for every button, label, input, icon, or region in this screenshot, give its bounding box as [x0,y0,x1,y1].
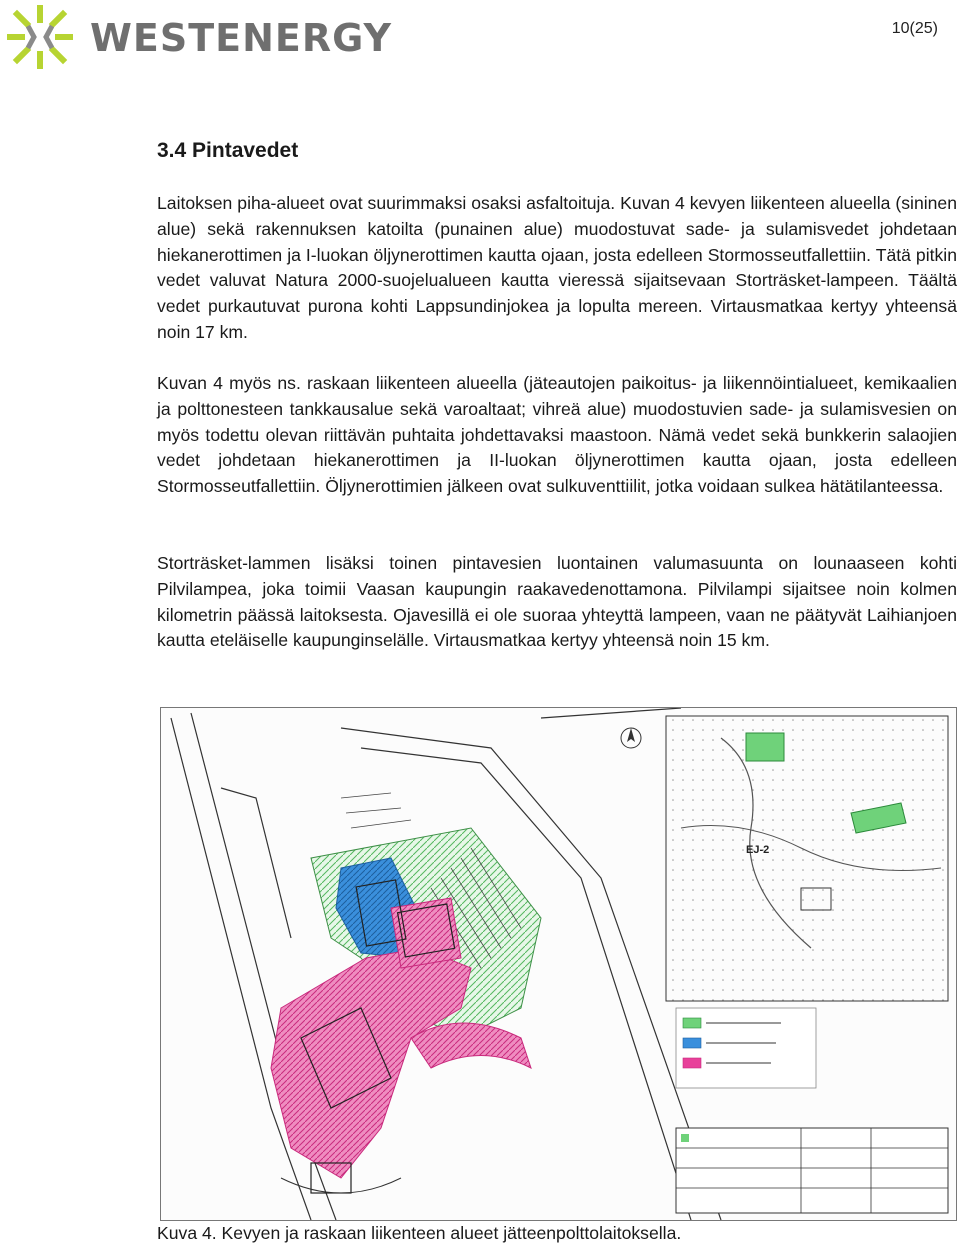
figure-caption: Kuva 4. Kevyen ja raskaan liikenteen alueet jätteenpolttolaitoksella. [157,1223,682,1243]
paragraph-3: Storträsket-lammen lisäksi toinen pintavesien luontainen valumasuunta on lounaaseen kohti Pilvilampea, joka toimii Vaasan kaupungin raakavedenottamona. Pilvilampi sijaitsee noin kolmen kilometrin päässä laitoksesta. Ojavesillä ei ole suoraa yhteyttä lampeen, vaan ne päätyvät Laihianjoen kautta eteläiselle kaupunginselälle. Virtausmatkaa kertyy yhteensä noin 15 km. [157,553,957,651]
page-number: 10(25) [891,20,938,37]
company-logo [4,2,392,72]
site-plan-figure [160,707,957,1221]
brand-name: WESTENERGY [90,16,393,60]
westenergy-logo-icon [4,4,76,70]
site-plan-drawing [161,708,956,1220]
paragraph-1: Laitoksen piha-alueet ovat suurimmaksi osaksi asfaltoituja. Kuvan 4 kevyen liikenteen alueella (sininen alue) sekä rakennuksen katoilta (punainen alue) muodostuvat sade- ja sulamisvedet johdetaan hiekanerottimen ja I-luokan öljynerottimen kautta ojaan, josta edelleen Stormosseutfallettiin. Tätä pitkin vedet valuvat Natura 2000-suojelualueen kautta vieressä sijaitsevaan Storträsket-lampeen. Täältä vedet purkautuvat purona kohti Lappsundinjokea ja lopulta mereen. Virtausmatkaa kertyy yhteensä noin 17 km. [157,193,957,342]
ej2-label: EJ-2 [746,844,770,856]
inset-map [666,716,948,1001]
legend-panel [676,1008,816,1088]
section-heading: 3.4 Pintavedet [157,139,299,162]
title-block [676,1128,948,1213]
paragraph-2: Kuvan 4 myös ns. raskaan liikenteen alueella (jäteautojen paikoitus- ja liikennöintialueet, kemikaalien ja polttonesteen tankkausalue sekä varoaltaat; vihreä alue) muodostuvien sade- ja sulamisvesien on myös todettu olevan riittävän puhtaita johdettavaksi maastoon. Nämä vedet sekä bunkkerin salaojien vedet johdetaan hiekanerottimen ja II-luokan öljynerottimen kautta ojaan, josta edelleen Stormosseutfallettiin. Öljynerottimien jälkeen ovat sulkuventtiilit, jotka voidaan sulkea hätätilanteessa. [157,373,957,497]
